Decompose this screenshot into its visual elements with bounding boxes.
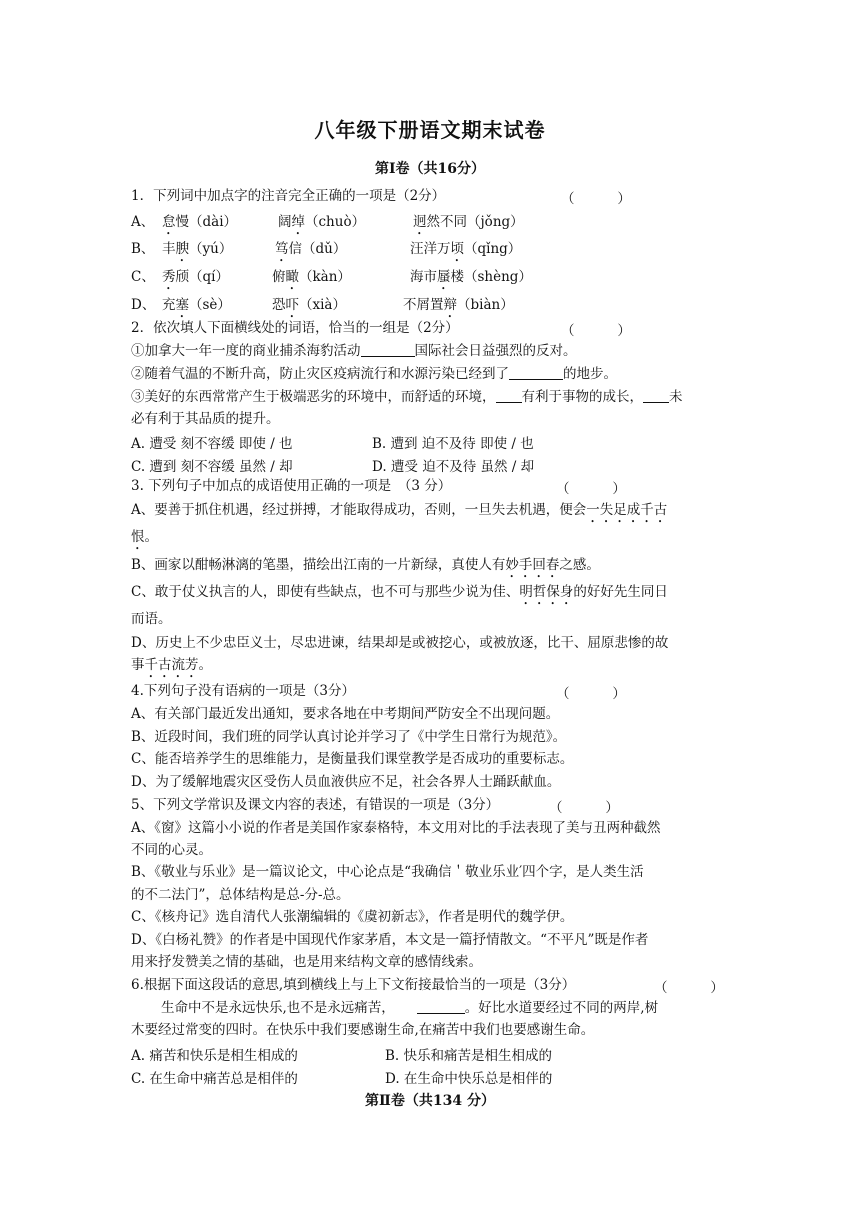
q2-sentence-3-cont: 必有利于其品质的提升。 (131, 411, 280, 427)
q1-row-label: A、 (131, 214, 155, 230)
q5-option-a-cont: 不同的心灵。 (131, 842, 212, 858)
q5-option-b: B、《敬业与乐业》是一篇议论文，中心论点是“我确信＇敬业乐业′四个字，是人类生活 (131, 864, 644, 880)
q3-option-d-cont: 事千古流芳。 (131, 657, 212, 673)
q3-option-a-cont: 恨。 (131, 529, 158, 545)
q1-word: 丰腴（yú） (162, 241, 233, 257)
q5-option-a: A、《窗》这篇小小说的作者是美国作家泰格特，本文用对比的手法表现了美与丑两种截然 (131, 820, 661, 836)
q1-row-label: D、 (131, 297, 156, 313)
q1-word: 不屑置辩（biàn） (403, 297, 514, 313)
q1-answer-paren: （ ） (561, 191, 631, 207)
q2-sentence-1: ①加拿大一年一度的商业捕杀海豹活动 国际社会日益强烈的反对。 (131, 343, 577, 359)
q4-option-b: B、近段时间，我们班的同学认真讨论并学习了《中学生日常行为规范》。 (131, 729, 567, 745)
q5-answer-paren: （ ） (549, 800, 619, 816)
q1-word: 笃信（dǔ） (275, 241, 347, 257)
q2-stem: 2．依次填人下面横线处的词语，恰当的一组是（2分） (131, 320, 459, 336)
part1-heading: 第Ⅰ卷（共16分） (374, 161, 486, 177)
q1-word: 俯瞰（kàn） (272, 269, 351, 285)
exam-title: 八年级下册语文期末试卷 (314, 118, 546, 142)
q1-word: 迥然不同（jǒng） (413, 214, 524, 230)
q4-option-a: A、有关部门最近发出通知，要求各地在中考期间严防安全不出现问题。 (131, 706, 560, 722)
q3-option-d: D、历史上不少忠臣义士，尽忠进谏，结果却是或被挖心，或被放逐，比干、屈原悲惨的故 (131, 635, 669, 651)
q1-word: 恐吓（xià） (272, 297, 346, 313)
part2-heading: 第Ⅱ卷（共134 分） (365, 1093, 495, 1109)
q2-sentence-2: ②随着气温的不断升高，防止灾区疫病流行和水源污染已经到了 的地步。 (131, 366, 617, 382)
q5-option-d: D、《白杨礼赞》的作者是中国现代作家茅盾，本文是一篇抒情散文。“不平凡”既是作者 (131, 932, 649, 948)
q1-row-label: C、 (131, 269, 155, 285)
q4-option-d: D、为了缓解地震灾区受伤人员血液供应不足，社会各界人士踊跃献血。 (131, 774, 561, 790)
q1-word: 秀颀（qí） (162, 269, 229, 285)
q6-option-b: B. 快乐和痛苦是相生相成的 (385, 1048, 553, 1064)
q1-word: 充塞（sè） (162, 297, 231, 313)
q2-option-c: C. 遭到 刻不容缓 虽然 / 却 (131, 459, 293, 475)
q1-word: 海市蜃楼（shèng） (410, 269, 532, 285)
q6-stem: 6.根据下面这段话的意思,填到横线上与上下文衔接最恰当的一项是（3分） (131, 977, 576, 993)
q6-option-c: C. 在生命中痛苦总是相伴的 (131, 1071, 298, 1087)
q3-option-c-cont: 而语。 (131, 611, 172, 627)
q4-option-c: C、能否培养学生的思维能力，是衡量我们课堂教学是否成功的重要标志。 (131, 751, 574, 767)
q3-option-c: C、敢于仗义执言的人，即使有些缺点，也不可与那些少说为佳、明哲保身的好好先生同日 (131, 584, 668, 600)
fill-blank (643, 388, 669, 403)
q6-answer-paren: （ ） (654, 980, 724, 996)
q5-option-d-cont: 用来抒发赞美之情的基础，也是用来结构文章的感情线索。 (131, 954, 482, 970)
q6-option-d: D. 在生命中快乐总是相伴的 (385, 1071, 553, 1087)
q3-answer-paren: （ ） (556, 481, 626, 497)
q2-option-a: A. 遭受 刻不容缓 即使 / 也 (131, 436, 293, 452)
q6-passage: 生命中不是永远快乐,也不是永远痛苦， 。好比水道要经过不同的两岸,树 (161, 1000, 659, 1016)
q4-answer-paren: （ ） (556, 686, 626, 702)
q3-option-b: B、画家以酣畅淋漓的笔墨，描绘出江南的一片新绿，真使人有妙手回春之感。 (131, 557, 600, 573)
q5-option-b-cont: 的不二法门”，总体结构是总-分-总。 (131, 887, 350, 903)
q5-stem: 5、下列文学常识及课文内容的表述，有错误的一项是（3分） (131, 797, 500, 813)
q1-word: 怠慢（dài） (162, 214, 238, 230)
q6-passage-cont: 木要经过常变的四时。在快乐中我们要感谢生命,在痛苦中我们也要感谢生命。 (131, 1022, 595, 1038)
fill-blank (417, 999, 465, 1014)
fill-blank (496, 388, 522, 403)
fill-blank (509, 365, 563, 380)
q1-word: 阔绰（chuò） (278, 214, 366, 230)
q1-row-label: B、 (131, 241, 155, 257)
q3-stem: 3. 下列句子中加点的成语使用正确的一项是 （3 分） (131, 478, 452, 494)
fill-blank (361, 342, 415, 357)
q3-option-a: A、要善于抓住机遇，经过拼搏，才能取得成功，否则，一旦失去机遇，便会一失足成千古 (131, 502, 668, 518)
q5-option-c: C、《核舟记》选自清代人张潮编辑的《虞初新志》，作者是明代的魏学伊。 (131, 909, 574, 925)
q6-option-a: A. 痛苦和快乐是相生相成的 (131, 1048, 298, 1064)
q1-stem: 1．下列词中加点字的注音完全正确的一项是（2分） (131, 188, 446, 204)
q2-answer-paren: （ ） (561, 323, 631, 339)
q2-sentence-3: ③美好的东西常常产生于极端恶劣的环境中，而舒适的环境， 有利于事物的成长， 未 (131, 389, 683, 405)
q2-option-b: B. 遭到 迫不及待 即使 / 也 (372, 436, 534, 452)
q1-word: 汪洋万顷（qǐng） (410, 241, 522, 257)
q4-stem: 4.下列句子没有语病的一项是（3分） (131, 683, 355, 699)
q2-option-d: D. 遭受 迫不及待 虽然 / 却 (372, 459, 535, 475)
